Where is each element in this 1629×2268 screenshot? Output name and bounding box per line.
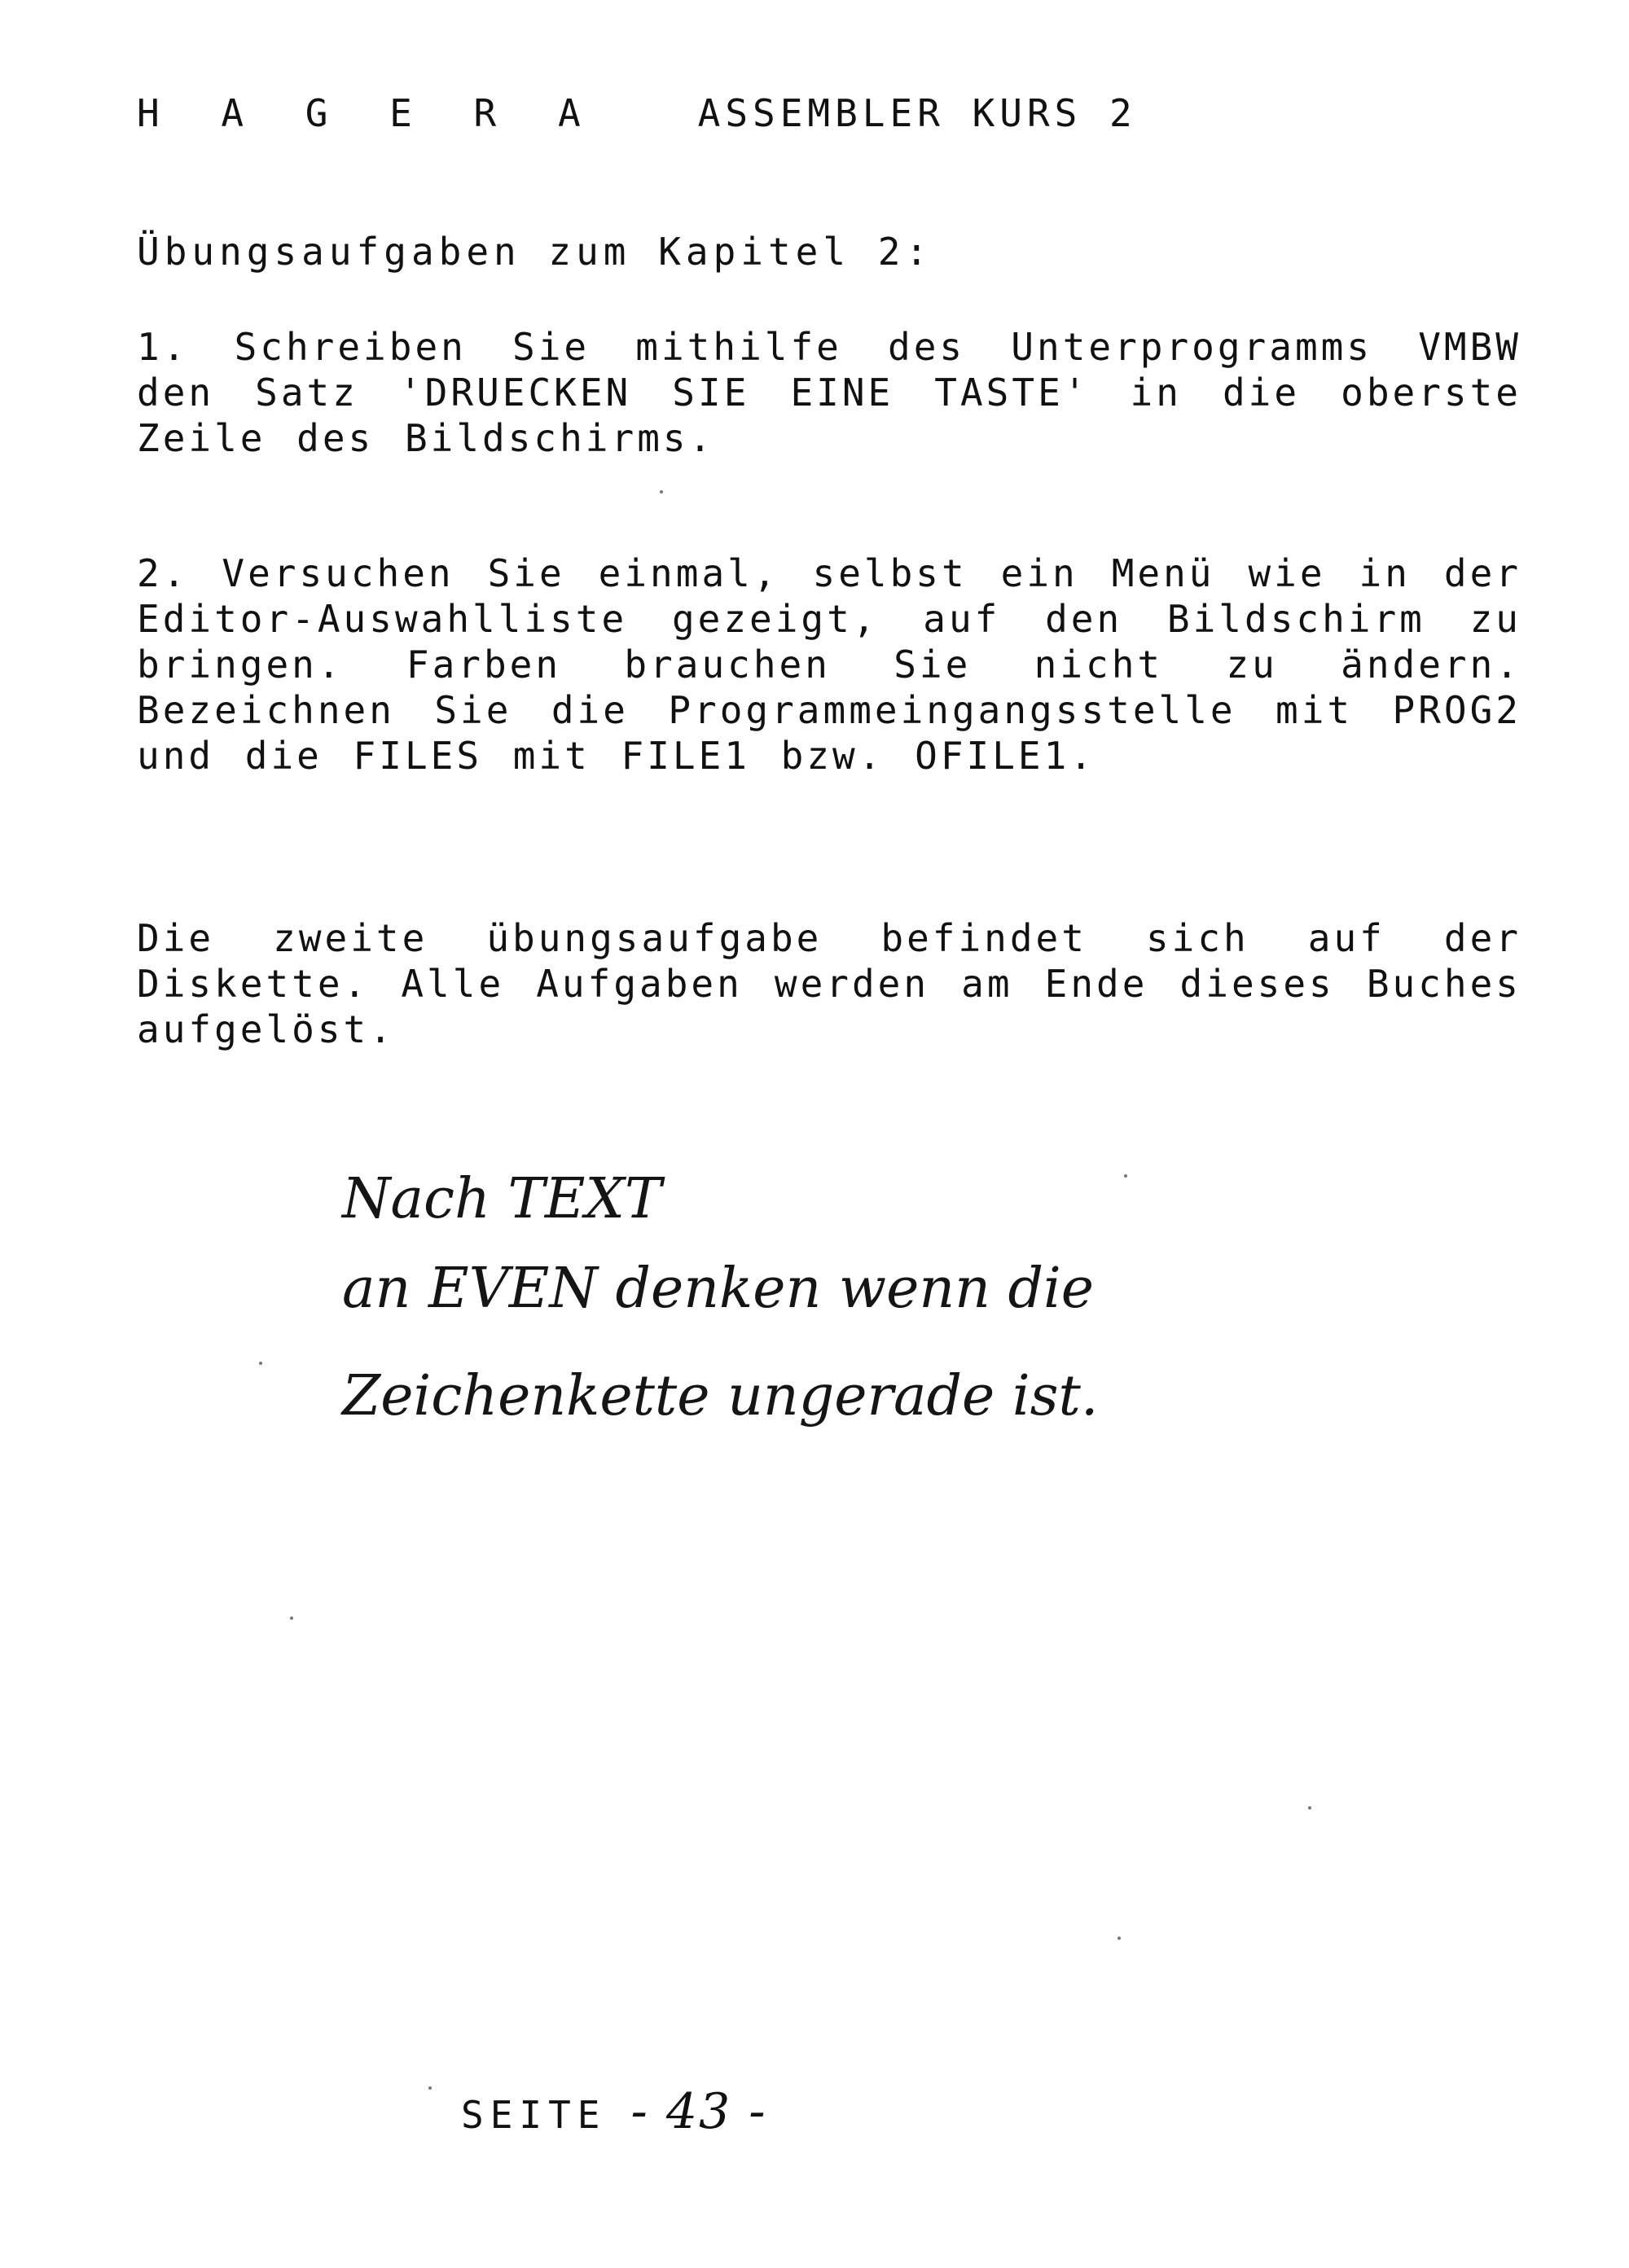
handwritten-line-1: Nach TEXT [342,1167,662,1231]
scan-speck [1124,1174,1127,1178]
page-header [137,91,1137,135]
section-title: Übungsaufgaben zum Kapitel 2: [137,230,933,274]
exercise-2-text: 2. Versuchen Sie einmal, selbst ein Menü wie in der Editor-Auswahlliste gezeigt, auf den Bildschirm zu bringen. Farben brauchen Sie nicht zu ändern. Bezeichnen Sie die Programmeingangsstelle mit PROG2 und die FILES mit FILE1 bzw. OFILE1. [137,551,1521,778]
scan-speck [259,1362,262,1365]
scan-speck [1308,1806,1311,1810]
handwritten-line-2: an EVEN denken wenn die [342,1257,1095,1321]
page-number: - 43 - [630,2083,767,2140]
closing-note-text: Die zweite übungsaufgabe befindet sich auf der Diskette. Alle Aufgaben werden am Ende dieses Buches aufgelöst. [137,916,1521,1051]
page-footer [461,2083,767,2140]
exercise-1-text: 1. Schreiben Sie mithilfe des Unterprogramms VMBW den Satz 'DRUECKEN SIE EINE TASTE' in die oberste Zeile des Bildschirms. [137,325,1521,460]
handwritten-line-3: Zeichenkette ungerade ist. [342,1364,1099,1428]
header-brand: H A G E R A [137,91,600,135]
footer-label: SEITE [461,2093,607,2137]
handwritten-note [342,1155,1319,1441]
scan-speck [660,490,663,494]
scan-speck [1117,1937,1121,1940]
scan-speck [290,1617,293,1620]
scan-speck [428,2086,432,2090]
header-course-title: ASSEMBLER KURS 2 [697,91,1137,135]
